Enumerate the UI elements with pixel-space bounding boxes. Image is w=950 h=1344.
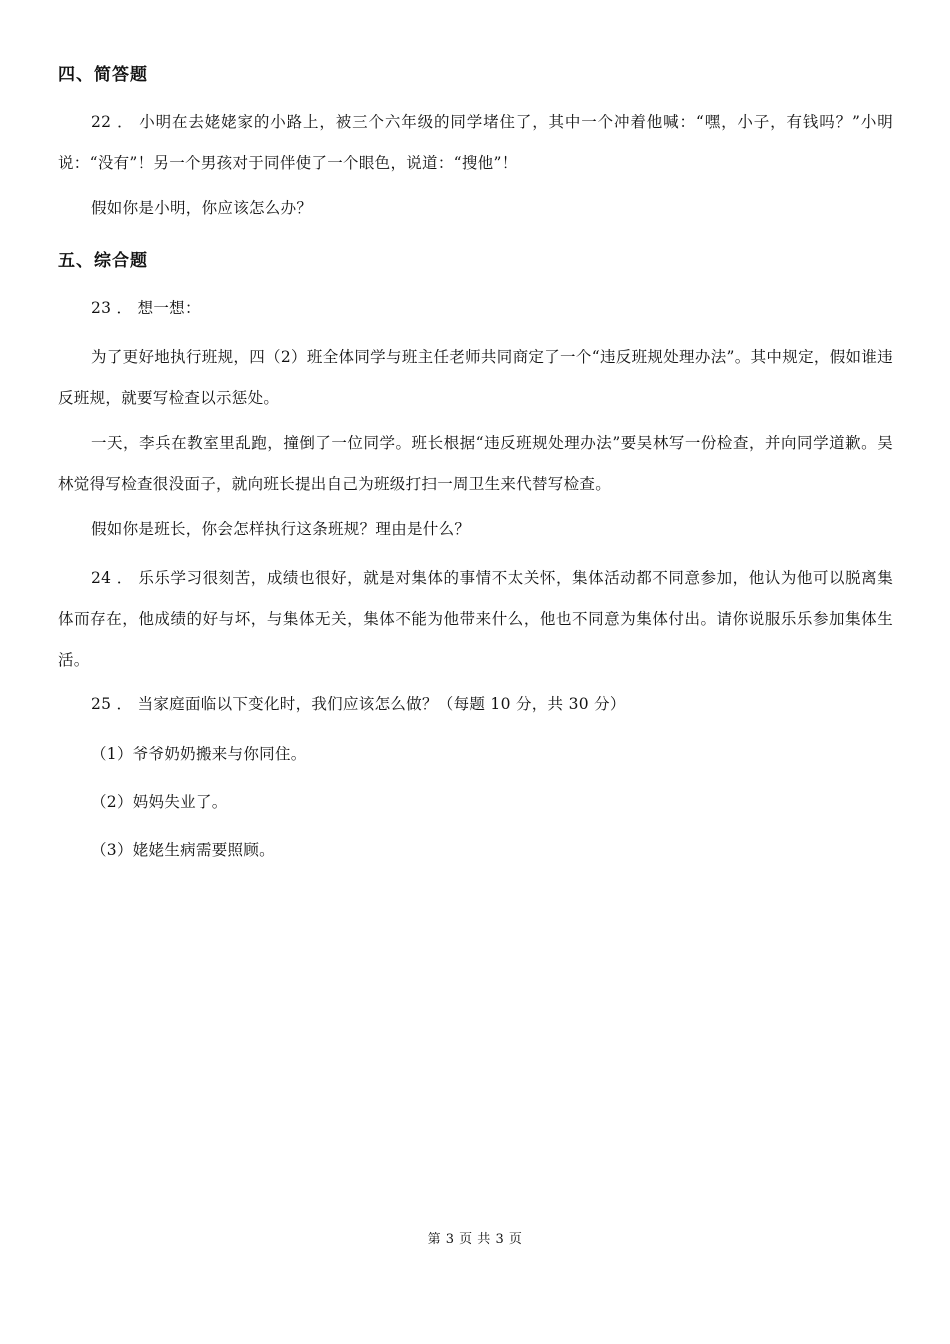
question-22-text: 22 ． 小明在去姥姥家的小路上，被三个六年级的同学堵住了，其中一个冲着他喊：“嘿，小子，有钱吗？”小明说：“没有”！另一个男孩对于同伴使了一个眼色，说道：“搜他”！ — [58, 113, 893, 172]
page-number-footer: 第 3 页 共 3 页 — [427, 1232, 523, 1247]
question-25-item-3: （3）姥姥生病需要照顾。 — [91, 841, 275, 859]
section-title-short-answer: 四、简答题 — [58, 65, 148, 85]
question-24-text: 24 ． 乐乐学习很刻苦，成绩也很好，就是对集体的事情不太关怀，集体活动都不同意参加，他认为他可以脱离集体而存在，他成绩的好与坏，与集体无关，集体不能为他带来什么，他也不同意为集体付出。请你说服乐乐参加集体生活。 — [58, 569, 893, 669]
question-23-paragraph-2: 一天，李兵在教室里乱跑，撞倒了一位同学。班长根据“违反班规处理办法”要吴林写一份检查，并向同学道歉。吴林觉得写检查很没面子，就向班长提出自己为班级打扫一周卫生来代替写检查。 — [58, 434, 893, 493]
question-25-item-2: （2）妈妈失业了。 — [91, 793, 228, 811]
question-22-prompt: 假如你是小明，你应该怎么办？ — [91, 199, 313, 217]
question-25-item-1: （1）爷爷奶奶搬来与你同住。 — [91, 745, 307, 763]
question-23-intro: 23 ． 想一想： — [91, 299, 201, 317]
question-25-text: 25 ． 当家庭面临以下变化时，我们应该怎么做？（每题 10 分，共 30 分） — [91, 695, 626, 713]
question-23-paragraph-1: 为了更好地执行班规，四（2）班全体同学与班主任老师共同商定了一个“违反班规处理办法”。其中规定，假如谁违反班规，就要写检查以示惩处。 — [58, 348, 893, 407]
question-23-prompt: 假如你是班长，你会怎样执行这条班规？理由是什么？ — [91, 520, 471, 538]
section-title-comprehensive: 五、综合题 — [58, 251, 148, 271]
